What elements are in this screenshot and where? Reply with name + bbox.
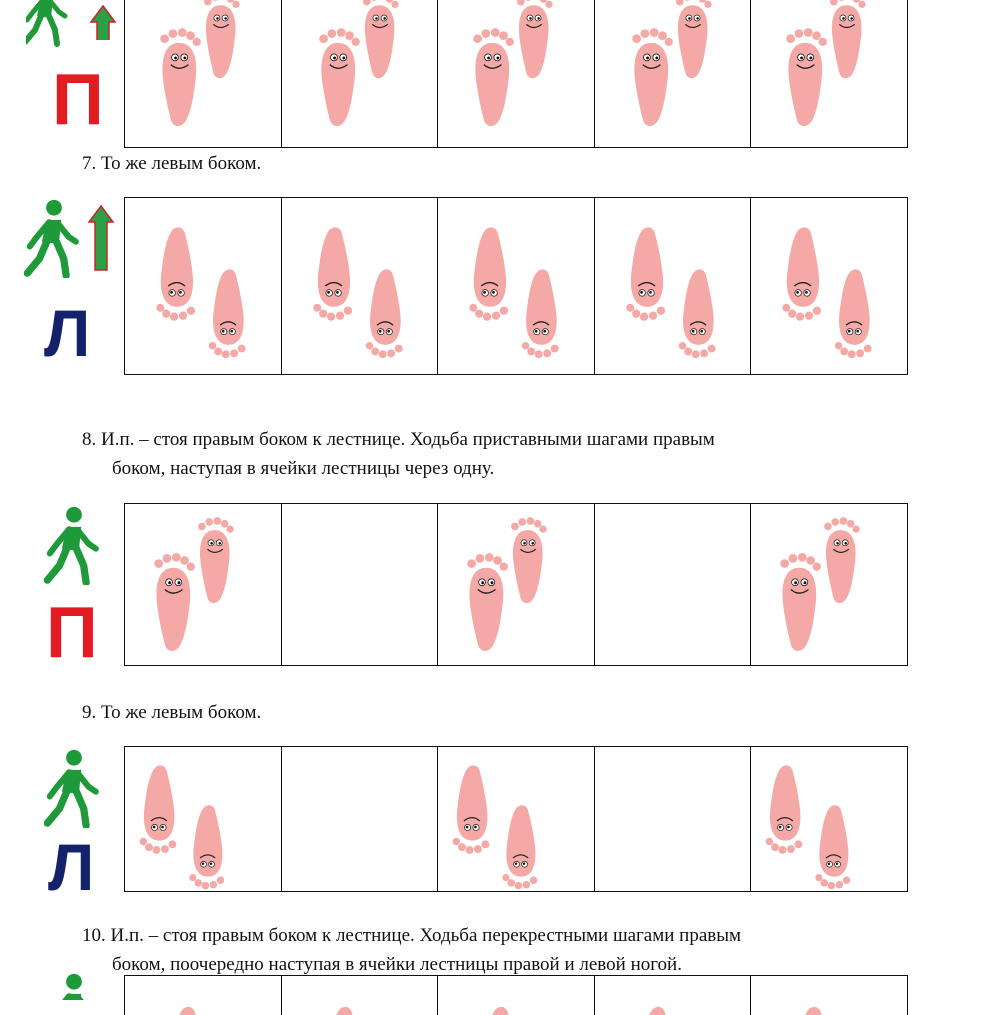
exercise-description-line1: И.п. – стоя правым боком к лестнице. Ходьба приставными шагами правым — [101, 429, 715, 450]
exercise-9-text — [82, 698, 261, 727]
up-arrow-icon — [88, 0, 118, 40]
ladder-cell — [438, 198, 595, 374]
exercise-7-icons — [20, 198, 120, 368]
walking-person-icon — [26, 0, 86, 50]
ladder-cell — [438, 747, 595, 891]
stair-ladder-10 — [124, 975, 908, 1015]
left-side-letter: Л — [44, 296, 91, 370]
ladder-cell — [125, 198, 282, 374]
ladder-cell — [282, 0, 439, 147]
stair-ladder-top — [124, 0, 908, 148]
left-side-letter: Л — [48, 830, 95, 904]
ladder-cell — [438, 0, 595, 147]
ladder-cell-empty — [282, 504, 439, 665]
top-row-icons — [20, 0, 120, 140]
ladder-cell — [438, 976, 595, 1015]
walking-person-icon — [24, 198, 84, 278]
ladder-cell — [282, 976, 439, 1015]
right-side-letter: П — [46, 593, 98, 673]
exercise-number: 10. — [82, 925, 106, 946]
ladder-cell — [125, 976, 282, 1015]
ladder-cell — [282, 198, 439, 374]
exercise-10-icons — [20, 972, 120, 1000]
ladder-cell-empty — [595, 504, 752, 665]
ladder-cell — [595, 198, 752, 374]
exercise-8-text — [82, 425, 715, 483]
ladder-cell — [125, 0, 282, 147]
stair-ladder-9 — [124, 746, 908, 892]
exercise-description-line2: боком, поочередно наступая в ячейки лестницы правой и левой ногой. — [112, 954, 682, 975]
ladder-cell — [751, 504, 907, 665]
exercise-number: 7. — [82, 153, 97, 174]
exercise-description-line2: боком, наступая в ячейки лестницы через одну. — [112, 458, 495, 479]
exercise-description: То же левым боком. — [101, 153, 262, 174]
right-side-letter: П — [52, 60, 104, 140]
walking-person-icon — [44, 505, 104, 585]
ladder-cell — [595, 0, 752, 147]
exercise-number: 9. — [82, 702, 97, 723]
walking-person-icon — [44, 748, 104, 828]
ladder-cell — [125, 747, 282, 891]
ladder-cell — [125, 504, 282, 665]
exercise-10-text — [82, 921, 741, 979]
exercise-description-line1: И.п. – стоя правым боком к лестнице. Ходьба перекрестными шагами правым — [110, 925, 742, 946]
ladder-cell-empty — [595, 747, 752, 891]
ladder-cell — [751, 976, 907, 1015]
ladder-cell — [751, 198, 907, 374]
walking-person-icon — [44, 972, 104, 1000]
ladder-cell-empty — [282, 747, 439, 891]
ladder-cell — [438, 504, 595, 665]
ladder-cell — [751, 0, 907, 147]
ladder-cell — [751, 747, 907, 891]
stair-ladder-8 — [124, 503, 908, 666]
up-arrow-icon — [86, 198, 116, 280]
exercise-9-icons — [20, 748, 120, 904]
exercise-8-icons — [20, 505, 120, 673]
exercise-number: 8. — [82, 429, 97, 450]
ladder-cell — [595, 976, 752, 1015]
exercise-7-text — [82, 149, 261, 178]
stair-ladder-7 — [124, 197, 908, 375]
exercise-description: То же левым боком. — [101, 702, 262, 723]
